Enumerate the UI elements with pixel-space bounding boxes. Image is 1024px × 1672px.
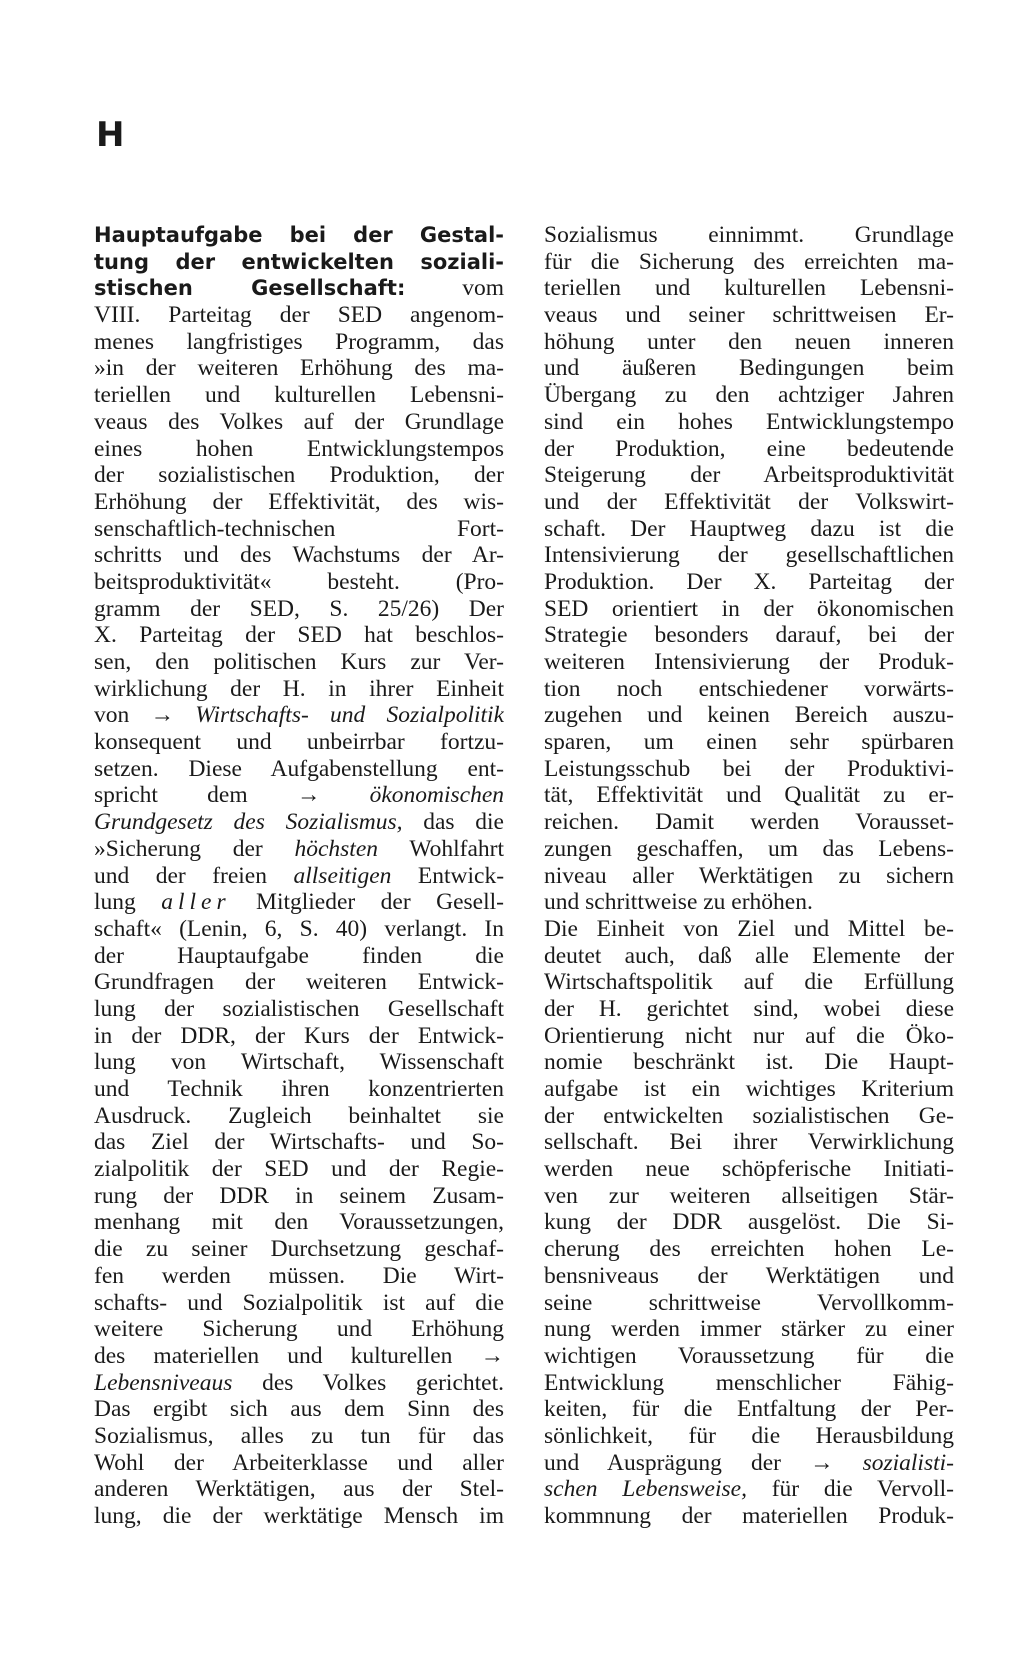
section-letter: H (96, 115, 125, 155)
text-line: eines hohen Entwicklungstempos (94, 435, 504, 462)
text-line: seine schrittweise Vervollkomm- (544, 1289, 954, 1316)
emphasis: allseitigen (293, 862, 392, 889)
text-line: kommnung der materiellen Produk- (544, 1503, 954, 1529)
text-line: Die Einheit von Ziel und Mittel be- (544, 915, 954, 942)
text-line: Wirtschaftspolitik auf die Erfüllung (544, 969, 954, 996)
text-line: Intensivierung der gesellschaftlichen (544, 542, 954, 569)
text-line: bensniveaus der Werktätigen und (544, 1262, 954, 1289)
text-line: lung, die der werktätige Mensch im (94, 1503, 504, 1529)
text-line: des materiellen und kulturellen → (94, 1342, 504, 1369)
text-fragment: Entwick- (417, 862, 504, 889)
text-line: Ausdruck. Zugleich beinhaltet sie (94, 1102, 504, 1129)
text-line: senschaftlich-technischen Fort- (94, 515, 504, 542)
cross-reference: Grundgesetz des Sozialismus, (94, 809, 403, 836)
cross-reference: Wirtschafts- und Sozialpolitik (195, 702, 504, 729)
text-fragment: spricht dem → (94, 782, 321, 809)
text-line (94, 782, 504, 809)
text-line: weiteren Intensivierung der Produk- (544, 649, 954, 675)
text-line: Strategie besonders darauf, bei der (544, 622, 954, 649)
cross-reference: ökonomischen (369, 782, 504, 809)
headword-line: tung der entwickelten soziali- (94, 249, 504, 274)
text-line: für die Sicherung des erreichten ma- (544, 248, 954, 275)
text-line: sen, den politischen Kurs zur Ver- (94, 649, 504, 675)
text-line: veaus und seiner schrittweisen Er- (544, 302, 954, 329)
text-line: schaft. Der Hauptweg dazu ist die (544, 515, 954, 542)
text-line: fen werden müssen. Die Wirt- (94, 1262, 504, 1289)
text-fragment: das die (423, 809, 504, 836)
text-line: höhung unter den neuen inneren (544, 328, 954, 355)
text-line: lung von Wirtschaft, Wissenschaft (94, 1049, 504, 1076)
text-line: der Produktion, eine bedeutende (544, 435, 954, 462)
spaced-emphasis: aller (161, 889, 231, 916)
text-line: Steigerung der Arbeitsproduktivität (544, 462, 954, 489)
text-line: und schrittweise zu erhöhen. (544, 889, 813, 916)
text-line: konsequent und unbeirrbar fortzu- (94, 729, 504, 756)
text-line: Erhöhung der Effektivität, des wis- (94, 488, 504, 515)
text-line: setzen. Diese Aufgabenstellung ent- (94, 755, 504, 782)
text-line: Orientierung nicht nur auf die Öko- (544, 1022, 954, 1049)
text-line: sparen, um einen sehr spürbaren (544, 729, 954, 756)
text-line: Entwicklung menschlicher Fähig- (544, 1369, 954, 1396)
text-line: sönlichkeit, für die Herausbildung (544, 1422, 954, 1449)
text-line: keiten, für die Entfaltung der Per- (544, 1396, 954, 1423)
text-line: wirklichung der H. in ihrer Einheit (94, 675, 504, 702)
headword-line (94, 275, 504, 302)
text-line: das Ziel der Wirtschafts- und So- (94, 1129, 504, 1156)
text-line: Produktion. Der X. Parteitag der (544, 568, 954, 595)
emphasis: höchsten (294, 835, 379, 862)
text-line (94, 836, 504, 863)
text-line: X. Parteitag der SED hat beschlos- (94, 622, 504, 649)
text-line: und Technik ihren konzentrierten (94, 1076, 504, 1102)
text-fragment: Wohlfahrt (409, 835, 504, 862)
right-column (544, 222, 954, 1530)
text-fragment: von → (94, 702, 174, 729)
text-fragment: für die Vervoll- (771, 1476, 954, 1503)
headword-line: Hauptaufgabe bei der Gestal- (94, 223, 504, 247)
text-line: zugehen und keinen Bereich auszu- (544, 702, 954, 729)
text-line: VIII. Parteitag der SED angenom- (94, 302, 504, 329)
cross-reference: schen Lebensweise, (544, 1476, 747, 1503)
text-line: menhang mit den Voraussetzungen, (94, 1209, 504, 1236)
text-line: Sozialismus einnimmt. Grundlage (544, 222, 954, 248)
text-line: tät, Effektivität und Qualität zu er- (544, 782, 954, 809)
text-line: teriellen und kulturellen Lebensni- (544, 275, 954, 302)
text-line: die zu seiner Durchsetzung geschaf- (94, 1236, 504, 1263)
text-fragment: »Sicherung der (94, 835, 263, 862)
text-line: werden neue schöpferische Initiati- (544, 1156, 954, 1183)
text-line: niveau aller Werktätigen zu sichern (544, 862, 954, 889)
text-line: anderen Werktätigen, aus der Stel- (94, 1476, 504, 1503)
text-line: der sozialistischen Produktion, der (94, 462, 504, 489)
text-line: Sozialismus, alles zu tun für das (94, 1422, 504, 1449)
text-line (544, 1476, 954, 1503)
cross-reference: sozialisti- (862, 1449, 954, 1476)
text-line (94, 809, 504, 836)
text-line: ven zur weiteren allseitigen Stär- (544, 1182, 954, 1209)
text-line: und der Effektivität der Volkswirt- (544, 488, 954, 515)
text-line: der H. gerichtet sind, wobei diese (544, 995, 954, 1022)
text-line: Leistungsschub bei der Produktivi- (544, 755, 954, 782)
text-line: zialpolitik der SED und der Regie- (94, 1156, 504, 1183)
text-line: schafts- und Sozialpolitik ist auf die (94, 1289, 504, 1316)
text-line: menes langfristiges Programm, das (94, 328, 504, 355)
text-line: der entwickelten sozialistischen Ge- (544, 1102, 954, 1129)
text-line: wichtigen Voraussetzung für die (544, 1342, 954, 1369)
text-fragment: des Volkes gerichtet. (262, 1369, 504, 1396)
left-column (94, 222, 504, 1530)
text-line: kung der DDR ausgelöst. Die Si- (544, 1209, 954, 1236)
text-line: Wohl der Arbeiterklasse und aller (94, 1449, 504, 1476)
text-line (544, 1450, 954, 1477)
text-line: in der DDR, der Kurs der Entwick- (94, 1022, 504, 1049)
text-line: veaus des Volkes auf der Grundlage (94, 408, 504, 435)
text-line: nomie beschränkt ist. Die Haupt- (544, 1049, 954, 1076)
text-line: schaft« (Lenin, 6, S. 40) verlangt. In (94, 915, 504, 942)
text-line (94, 889, 504, 916)
text-line: der Hauptaufgabe finden die (94, 942, 504, 969)
text-line: cherung des erreichten hohen Le- (544, 1236, 954, 1263)
text-fragment: Mitglieder der Gesell- (256, 889, 504, 916)
text-fragment: und der freien (94, 862, 267, 889)
text-line: zungen geschaffen, um das Lebens- (544, 835, 954, 862)
text-line: gramm der SED, S. 25/26) Der (94, 595, 504, 622)
text-line: deutet auch, daß alle Elemente der (544, 942, 954, 969)
text-line: teriellen und kulturellen Lebensni- (94, 382, 504, 409)
text-line (94, 1370, 504, 1397)
text-line: rung der DDR in seinem Zusam- (94, 1182, 504, 1209)
text-line: Das ergibt sich aus dem Sinn des (94, 1396, 504, 1423)
text-line: weitere Sicherung und Erhöhung (94, 1316, 504, 1343)
text-line (94, 863, 504, 890)
text-fragment: lung (94, 889, 136, 916)
text-line: Grundfragen der weiteren Entwick- (94, 969, 504, 996)
text-line (94, 702, 504, 729)
text-line: reichen. Damit werden Vorausset- (544, 809, 954, 836)
headword-end: stischen Gesellschaft: (94, 276, 406, 301)
text-fragment: vom (462, 275, 504, 302)
text-line: tion noch entschiedener vorwärts- (544, 675, 954, 702)
text-line: schritts und des Wachstums der Ar- (94, 542, 504, 569)
text-line: sind ein hohes Entwicklungstempo (544, 408, 954, 435)
text-line: Übergang zu den achtziger Jahren (544, 382, 954, 409)
text-line: sellschaft. Bei ihrer Verwirklichung (544, 1129, 954, 1156)
text-line: beitsproduktivität« besteht. (Pro- (94, 568, 504, 595)
text-fragment: und Ausprägung der → (544, 1449, 834, 1476)
text-line: lung der sozialistischen Gesellschaft (94, 995, 504, 1022)
text-line: und äußeren Bedingungen beim (544, 355, 954, 382)
text-line: nung werden immer stärker zu einer (544, 1316, 954, 1343)
text-line: »in der weiteren Erhöhung des ma- (94, 355, 504, 382)
text-line: SED orientiert in der ökonomischen (544, 595, 954, 622)
text-line: aufgabe ist ein wichtiges Kriterium (544, 1076, 954, 1102)
cross-reference: Lebensniveaus (94, 1369, 233, 1396)
